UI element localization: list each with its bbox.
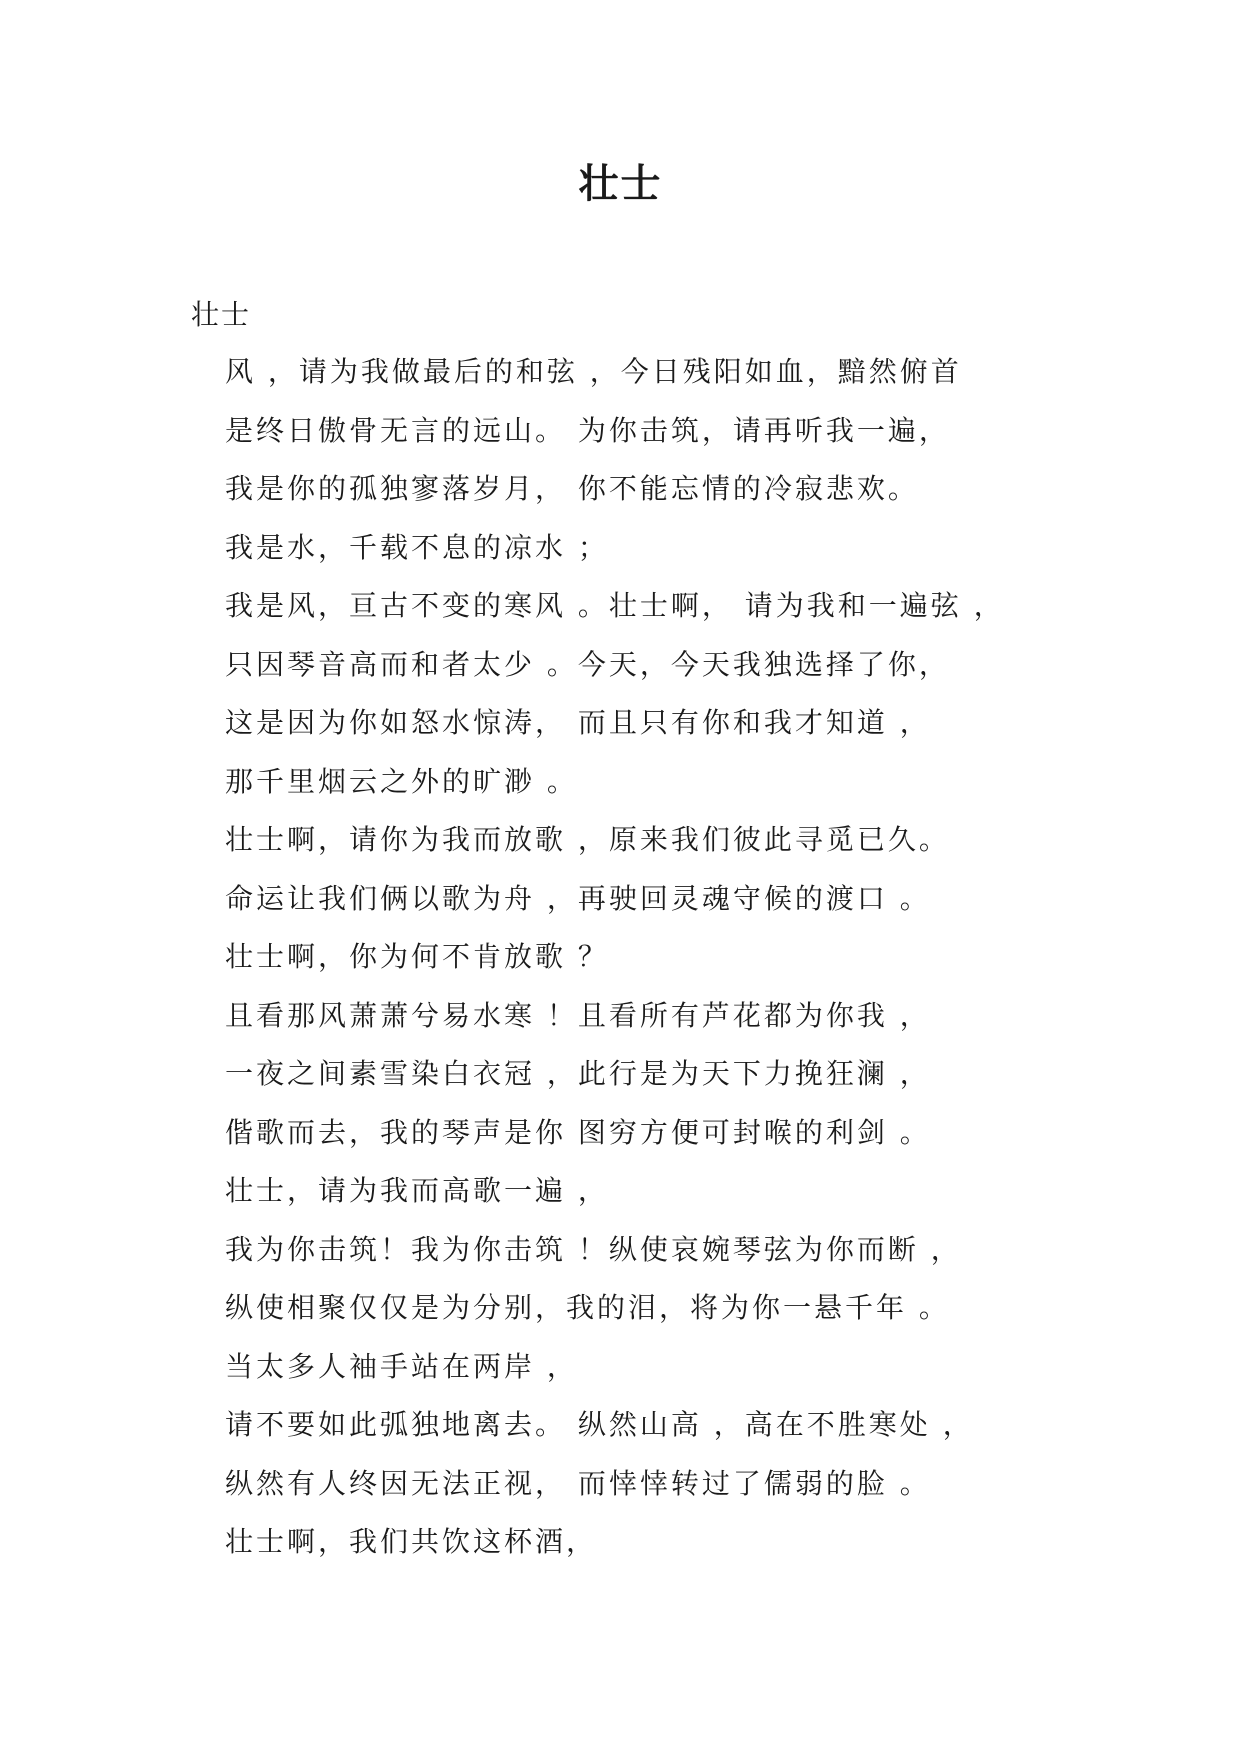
poem-line: 且看那风萧萧兮易水寒 ！且看所有芦花都为你我 ， xyxy=(225,998,931,1032)
poem-line: 当太多人袖手站在两岸 ， xyxy=(225,1349,578,1383)
poem-line: 风 ，请为我做最后的和弦 ，今日残阳如血，黯然俯首 xyxy=(225,355,962,388)
poem-line: 壮士，请为我而高歌一遍 ， xyxy=(225,1174,609,1207)
poem-line: 壮士啊，我们共饮这杯酒， xyxy=(225,1525,598,1558)
document-title: 壮士 xyxy=(578,160,663,207)
poem-subtitle: 壮士 xyxy=(191,298,252,331)
poem-line: 我是水，千载不息的凉水 ； xyxy=(225,530,609,564)
poem-line: 是终日傲骨无言的远山。 为你击筑，请再听我一遍， xyxy=(225,413,950,447)
poem-line: 壮士啊，你为何不肯放歌 ？ xyxy=(225,940,609,973)
poem-line: 一夜之间素雪染白衣冠 ，此行是为天下力挽狂澜 ， xyxy=(225,1057,931,1090)
poem-line: 请不要如此弧独地离去。 纵然山高 ，高在不胜寒处 ， xyxy=(225,1408,974,1441)
poem-line: 壮士啊，请你为我而放歌 ，原来我们彼此寻觅已久。 xyxy=(225,823,950,856)
poem-line: 我为你击筑！我为你击筑 ！纵使哀婉琴弦为你而断 ， xyxy=(225,1232,962,1266)
poem-line: 这是因为你如怒水惊涛， 而且只有你和我才知道 ， xyxy=(225,706,931,739)
poem-body xyxy=(225,352,1225,1581)
poem-line: 我是风，亘古不变的寒风 。壮士啊， 请为我和一遍弦 ， xyxy=(225,589,1005,622)
poem-line: 纵使相聚仅仅是为分别，我的泪，将为你一悬千年 。 xyxy=(225,1291,950,1324)
poem-line: 纵然有人终因无法正视， 而悻悻转过了儒弱的脸 。 xyxy=(225,1466,931,1500)
poem-line: 偕歌而去，我的琴声是你 图穷方便可封喉的利剑 。 xyxy=(225,1115,931,1149)
poem-line: 我是你的孤独寥落岁月， 你不能忘情的冷寂悲欢。 xyxy=(225,472,919,505)
poem-line: 只因琴音高而和者太少 。今天，今天我独选择了你， xyxy=(225,647,950,681)
poem-line: 命运让我们俩以歌为舟 ，再驶回灵魂守候的渡口 。 xyxy=(225,881,931,915)
poem-line: 那千里烟云之外的旷渺 。 xyxy=(225,764,578,798)
